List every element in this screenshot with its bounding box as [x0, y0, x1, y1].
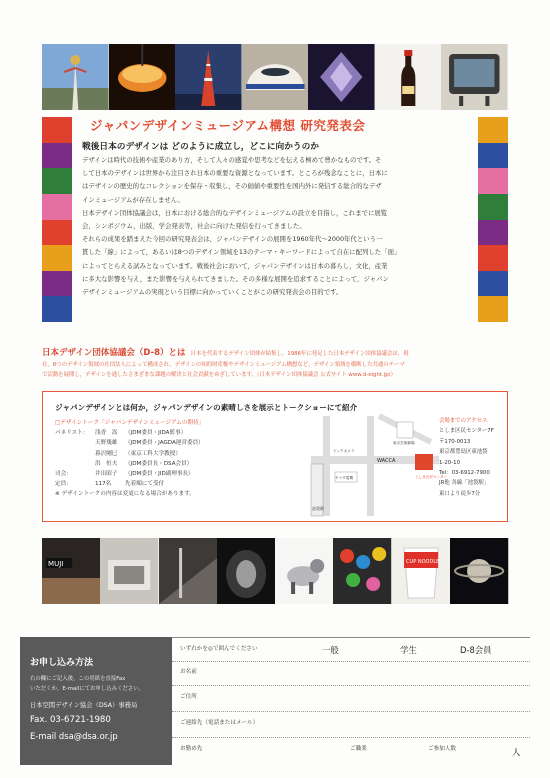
color-block: [42, 220, 72, 246]
row-name: 浅香 嵩: [95, 430, 118, 437]
color-block: [478, 245, 508, 271]
muji-store-photo: [42, 538, 100, 604]
right-color-column: [478, 117, 508, 322]
event-box: [42, 391, 508, 522]
fax-number: Fax. 03-6721-1980: [30, 715, 111, 725]
count-unit: 人: [512, 747, 521, 757]
body-line: 日本デザイン団体協議会は，日本における総合的なデザインミュージアムの設立を目指し，これまでに展覧: [82, 208, 388, 217]
category-row: [172, 638, 530, 662]
application-note: 右の欄にご記入後，この用紙を直接Fax: [30, 676, 126, 682]
svg-text:MUJI: MUJI: [48, 559, 64, 568]
d8-line: 在，8つのデザイン領域の社団法人によって構成され，デザインの知的財産権やデザインミュージアム構想など，デザイン領域を横断した共通のテーマ: [42, 361, 405, 368]
category-prompt: いずれかを◎で囲んでください: [180, 646, 258, 652]
application-form: [0, 637, 550, 778]
office-name: 日本空間デザイン協会（DSA）事務局: [30, 702, 138, 709]
page-title: ジャパンデザインミュージアム構想 研究発表会: [90, 118, 366, 133]
row-label: パネリスト：: [55, 430, 89, 437]
access-info: [439, 416, 509, 499]
name-field[interactable]: [172, 662, 530, 686]
access-map: [311, 416, 448, 516]
contact-label: ご連絡先（電話またはメール）: [180, 720, 259, 726]
color-block: [42, 245, 72, 271]
access-title: 会場までのアクセス: [439, 418, 488, 424]
row-name: 洪 恒夫: [95, 460, 118, 467]
access-line: 〒170-0013: [439, 438, 471, 445]
saturn-photo: [450, 538, 508, 604]
application-info: [20, 637, 172, 765]
main-section: [82, 116, 470, 299]
access-line: Tel：03-6912-7900: [439, 470, 490, 477]
map-label: ビックカメラ: [333, 449, 355, 453]
color-block: [42, 117, 72, 143]
d8-first-line: [42, 340, 508, 360]
color-block: [478, 117, 508, 143]
address-field[interactable]: [172, 686, 530, 712]
body-text: [82, 154, 470, 299]
application-note: いただくか，E-mailにてお申し込みください。: [30, 686, 144, 692]
access-line: JR他 各線「池袋駅」: [439, 480, 490, 487]
registration-fields: [172, 637, 530, 765]
map-label: としま区民センター: [415, 475, 448, 479]
tokyo-tower-photo: [175, 44, 242, 110]
body-line: によってとらえる試みとなっています。戦後社会において，ジャパンデザインは日本の暮らし，文化，産業: [82, 261, 388, 270]
body-line: はデザインの歴史的なコレクションを保存・収集し，その価値や重要性を国内外に発信する総合的なデザ: [82, 182, 382, 191]
d8-title: 日本デザイン団体協議会（D-8）とは: [42, 348, 186, 358]
color-block: [42, 168, 72, 194]
row-name: 井出昭子: [95, 471, 118, 478]
row-role: 先着順にて受付: [125, 481, 165, 488]
option-general[interactable]: 一般: [322, 645, 339, 655]
body-line: インミュージアムが存在しません。: [82, 195, 184, 204]
row-name: 天野幾雄: [95, 440, 118, 447]
body-line: して日本のデザインは世界から注目され日本の重要な資源となっています。ところが残念なことに，日本に: [82, 169, 388, 178]
pavilion-photo: [100, 538, 158, 604]
tower-photo: [42, 44, 109, 110]
d8-line: で活動を展開し，デザインを通したさまざまな課題の解決と社会貢献をめざしています。（日本デザイン団体協議会 公式サイト www.d-eight.jp/）: [42, 372, 396, 378]
contact-field[interactable]: [172, 712, 530, 738]
color-block: [42, 271, 72, 297]
access-line: としま区民センター7F: [439, 428, 494, 435]
access-line: 東京都豊島区東池袋: [439, 449, 488, 456]
body-line: に多大な影響を与え，また影響を与えられてきました。その多様な展開を追求することによって，ジャパン: [82, 274, 389, 283]
panel-row: [55, 459, 313, 469]
robot-dog-photo: [275, 538, 333, 604]
d8-section: [42, 340, 508, 381]
body-line: デザインミュージアムの実現という目標に向かっていくことがこの研究発表会の目的です。: [82, 288, 343, 297]
cup-noodle-photo: [392, 538, 450, 604]
tv-photo: [441, 44, 508, 110]
cup-noodle-label: CUP NOODLE: [405, 559, 439, 565]
row-role: （JDM委員・JID副理事長）: [125, 471, 194, 478]
talk-title: □デザイントーク「ジャパンデザインミュージアムの期待」: [55, 420, 205, 426]
row-label: 定員：: [55, 481, 72, 488]
application-title: お申し込み方法: [30, 658, 94, 668]
candy-photo: [333, 538, 391, 604]
gallery-photo: [159, 538, 217, 604]
access-line: 東口より徒歩7分: [439, 490, 481, 497]
page-subtitle: 戦後日本のデザインは どのように成立し，どこに向かうのか: [82, 142, 319, 152]
name-label: お名前: [180, 669, 197, 675]
access-line: 1-20-10: [439, 459, 461, 466]
email-address[interactable]: E-mail dsa@dsa.or.jp: [30, 731, 118, 741]
count-label: ご参加人数: [428, 746, 456, 752]
lamp-photo: [109, 44, 176, 110]
body-line: 貫した「線」によって，あるいは8つのデザイン領域を13のテーマ・キーワードによって自在に配列した「面」: [82, 248, 401, 257]
option-student[interactable]: 学生: [400, 645, 417, 655]
event-heading: ジャパンデザインとは何か，ジャパンデザインの素晴しさを展示とトークショーにて紹介: [55, 403, 358, 412]
row-name: 117名: [95, 481, 112, 488]
event-details: [55, 418, 313, 500]
panel-row: [55, 479, 313, 489]
event-note: ※ デザイントークの内容は変更になる場合があります。: [55, 491, 195, 498]
row-role: （東京工科大学教授）: [125, 450, 181, 457]
work-row: [172, 738, 530, 764]
row-label: 司会：: [55, 471, 72, 478]
color-block: [478, 143, 508, 169]
map-label: WACCA: [377, 458, 396, 464]
color-block: [42, 194, 72, 220]
color-block: [478, 220, 508, 246]
row-role: （JDM委員・JIDA監事）: [125, 430, 187, 437]
map-venue: [415, 454, 433, 470]
color-block: [42, 143, 72, 169]
tunnel-photo: [217, 538, 275, 604]
left-color-column: [42, 117, 72, 322]
map-road: [367, 416, 374, 516]
panel-row: [55, 428, 313, 438]
map-label: ヤマダ電機: [335, 476, 353, 480]
map-label: 池袋駅: [312, 506, 324, 511]
map-road: [323, 416, 330, 516]
row-name: 暮沢剛巳: [95, 450, 118, 457]
job-label: ご職業: [350, 746, 367, 752]
color-block: [42, 296, 72, 322]
body-line: デザインは時代の技術や産業のあり方，そして人々の感覚や思考などを伝える極めて豊かなものです。そ: [82, 156, 382, 164]
d8-line: 日本を代表するデザイン団体が結集し，1986年に発足した日本デザイン団体協議会は，現: [190, 351, 409, 357]
row-role: （JDM委員長・DSA会員）: [125, 460, 193, 467]
panel-row: [55, 469, 313, 479]
bullet-train-photo: [242, 44, 309, 110]
bottom-photo-strip: [42, 538, 508, 604]
soy-sauce-bottle-photo: [375, 44, 442, 110]
top-photo-strip: [42, 44, 508, 110]
address-label: ご住所: [180, 694, 197, 700]
option-d8-member[interactable]: D-8会員: [460, 645, 492, 655]
robot-photo: [308, 44, 375, 110]
color-block: [478, 168, 508, 194]
map-label: 東京芸術劇場: [393, 441, 415, 445]
row-role: （JDM委員・JAGDA運営委員）: [125, 440, 204, 447]
work-label: お勤め先: [180, 746, 203, 752]
panel-row: [55, 438, 313, 448]
color-block: [478, 194, 508, 220]
color-block: [478, 271, 508, 297]
body-line: 会，シンポジウム，出版，学会発表等，社会に向けた発信を行ってきました。: [82, 222, 306, 231]
color-block: [478, 296, 508, 322]
panel-row: [55, 449, 313, 459]
body-line: それらの成果を踏まえた今回の研究発表会は，ジャパンデザインの展開を1960年代〜2000年代という一: [82, 235, 383, 244]
